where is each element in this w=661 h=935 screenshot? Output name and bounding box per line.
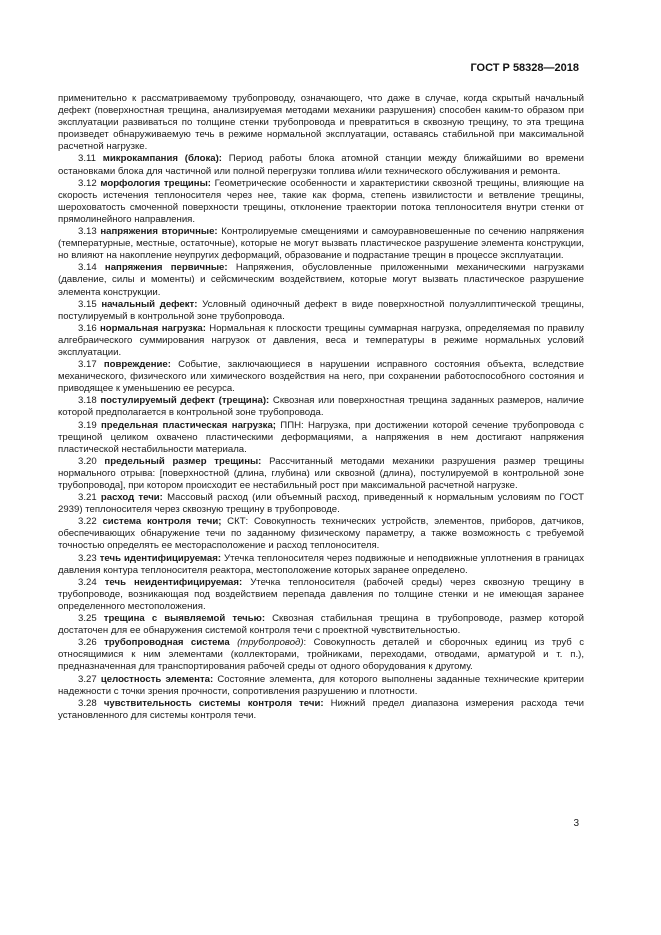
definition-number: 3.18 bbox=[78, 395, 97, 407]
definition-item bbox=[58, 226, 584, 262]
definition-term: предельный размер трещины: bbox=[104, 455, 262, 467]
definition-text: Контролируемые смещениями и самоуравновешенные по сечению напряжения (температурные, местные, остаточные), которые не могут вызвать пластическое разрушение элемента конструкции, но влияют на накопление неупругих деформаций, образование и подрастание трещин в процессе эксплуатации. bbox=[58, 226, 585, 262]
definition-text: Рассчитанный методами механики разрушения размер трещины нормального отрыва: [поверхностной (длина, глубина) или сквозной (длина), постулируемой в контрольной зоне трубопровода], при котором происходит ее нестабильный рост при максимальной расчетной нагрузке. bbox=[58, 455, 584, 491]
definition-term: повреждение: bbox=[103, 359, 171, 371]
definition-term: трещина с выявляемой течью: bbox=[103, 613, 266, 625]
definition-term: расход течи: bbox=[100, 492, 163, 504]
definition-text: Период работы блока атомной станции между ближайшими во времени остановками блока для частичной или полной перегрузки топлива и/или технического обслуживания и ремонта. bbox=[58, 153, 585, 177]
definition-number: 3.22 bbox=[78, 516, 97, 528]
definition-item bbox=[58, 674, 584, 698]
definition-number: 3.26 bbox=[78, 637, 97, 649]
definition-term: напряжения вторичные: bbox=[100, 226, 218, 238]
definition-number: 3.23 bbox=[78, 552, 97, 564]
definition-number: 3.16 bbox=[78, 322, 97, 334]
page-number: 3 bbox=[573, 818, 579, 829]
definition-term: целостность элемента: bbox=[100, 673, 214, 685]
definition-number: 3.11 bbox=[78, 153, 96, 165]
definition-text: Сквозная стабильная трещина в трубопроводе, размер которой достаточен для ее обнаружения системой контроля течи с проектной чувствительностью. bbox=[58, 613, 584, 637]
definition-text: ППН: Нагрузка, при достижении которой сечение трубопровода с трещиной целиком охвачено пластическими деформациями, а напряжения в нем достигают напряжения пластической нестабильности материала. bbox=[58, 419, 584, 455]
definition-term-abbrev: (трубопровод) bbox=[229, 637, 304, 649]
definition-term: морфология трещины: bbox=[100, 177, 211, 189]
definition-text: Геометрические особенности и характеристики сквозной трещины, влияющие на скорость истечения теплоносителя через нее, такие как форма, степень извилистости и ветвление трещины, шероховатость смоченной поверхности трещины, отклонение траектории потока теплоносителя внутри стенки от прямолинейного направления. bbox=[58, 177, 585, 225]
definition-item bbox=[58, 577, 584, 613]
definition-item bbox=[58, 637, 584, 673]
definition-item bbox=[58, 359, 584, 395]
definition-term: микрокампания (блока): bbox=[102, 153, 222, 165]
definition-number: 3.28 bbox=[78, 697, 97, 709]
definitions-list bbox=[58, 153, 584, 721]
definition-number: 3.20 bbox=[78, 455, 97, 467]
definition-item bbox=[58, 323, 584, 359]
definition-term: нормальная нагрузка: bbox=[100, 322, 206, 334]
definition-term: течь идентифицируемая: bbox=[99, 552, 222, 564]
definition-term: чувствительность системы контроля течи: bbox=[103, 697, 324, 709]
definition-number: 3.21 bbox=[78, 492, 97, 504]
definition-item bbox=[58, 153, 584, 177]
definition-item bbox=[58, 262, 584, 298]
definition-text: Сквозная или поверхностная трещина заданных размеров, наличие которой предполагается в контрольной зоне трубопровода. bbox=[58, 395, 584, 419]
definition-number: 3.12 bbox=[78, 177, 97, 189]
definition-term: начальный дефект: bbox=[101, 298, 198, 310]
definition-item bbox=[58, 698, 584, 722]
definition-number: 3.13 bbox=[78, 226, 97, 238]
definition-item bbox=[58, 395, 584, 419]
definition-item bbox=[58, 516, 584, 552]
definition-term: течь неидентифицируемая: bbox=[104, 576, 243, 588]
definition-term: постулируемый дефект (трещина): bbox=[100, 395, 270, 407]
definition-item bbox=[58, 492, 584, 516]
definition-text: Условный одиночный дефект в виде поверхностной полуэллиптической трещины, постулируемый в контрольной зоне трубопровода. bbox=[58, 298, 584, 322]
definition-item bbox=[58, 613, 584, 637]
definition-term: напряжения первичные: bbox=[104, 262, 228, 274]
definition-term: система контроля течи; bbox=[102, 516, 222, 528]
definition-number: 3.27 bbox=[78, 673, 97, 685]
definition-text: Утечка теплоносителя через подвижные и неподвижные уплотнения в границах давления контура теплоносителя реактора, местоположение которых заранее определено. bbox=[58, 552, 585, 576]
definition-number: 3.19 bbox=[78, 419, 97, 431]
definition-item bbox=[58, 553, 584, 577]
definition-number: 3.24 bbox=[78, 576, 97, 588]
definition-item bbox=[58, 456, 584, 492]
definition-number: 3.14 bbox=[78, 262, 97, 274]
definition-text: Событие, заключающиеся в нарушении исправного состояния объекта, вследствие механического, физического или химического воздействия на него, при сохранении работоспособного состояния и приводящее к уменьшению ее ресурса. bbox=[58, 359, 584, 395]
definition-text: : Совокупность деталей и сборочных единиц из труб с относящимися к ним элементами (коллекторами, тройниками, переходами, отводами, арматурой и т. п.), предназначенная для транспортирования рабочей среды от одного оборудования к другому. bbox=[58, 637, 584, 673]
definition-item bbox=[58, 420, 584, 456]
definition-term: предельная пластическая нагрузка; bbox=[101, 419, 276, 431]
definition-text: СКТ: Совокупность технических устройств, элементов, приборов, датчиков, обеспечивающих обнаружение течи по заданному физическому параметру, а также возможность с требуемой точностью определять ее месторасположение и расход теплоносителя. bbox=[58, 516, 584, 552]
standard-header: ГОСТ Р 58328—2018 bbox=[470, 62, 579, 74]
definition-number: 3.15 bbox=[78, 298, 97, 310]
document-body bbox=[58, 93, 584, 722]
definition-item bbox=[58, 178, 584, 226]
definition-text: Нормальная к плоскости трещины суммарная нагрузка, определяемая по правилу алгебраического суммирования нагрузок от давления, веса и температуры в режиме нормальных условий эксплуатации. bbox=[58, 322, 584, 358]
definition-text: Нижний предел диапазона измерения расхода течи установленного для системы контроля течи. bbox=[58, 697, 584, 721]
definition-term: трубопроводная система bbox=[104, 637, 230, 649]
intro-paragraph: применительно к рассматриваемому трубопроводу, означающего, что даже в случае, когда скрытый начальный дефект (поверхностная трещина, анализируемая методами механики разрушения) способен каким-то образом при эксплуатации развиваться по толщине стенки трубопровода и превратиться в сквозную трещину, то эта трещина произведет обнаруживаемую течь в режиме нормальной эксплуатации, оставаясь стабильной при максимальной расчетной нагрузке. bbox=[58, 93, 584, 153]
definition-text: Состояние элемента, для которого выполнены заданные технические критерии надежности с точки зрения прочности, сопротивления разрушению и плотности. bbox=[58, 673, 584, 697]
definition-number: 3.17 bbox=[78, 359, 97, 371]
definition-text: Массовый расход (или объемный расход, приведенный к нормальным условиям по ГОСТ 2939) теплоносителя через сквозную трещину в трубопроводе. bbox=[58, 492, 584, 516]
definition-text: Утечка теплоносителя (рабочей среды) через сквозную трещину в трубопроводе, возникающая под воздействием перепада давления по толщине стенки и не имеющая заранее определенного местоположения. bbox=[58, 576, 584, 612]
definition-text: Напряжения, обусловленные приложенными механическими нагрузками (давление, силы и моменты) и сейсмическим воздействием, которые могут вызвать пластическое разрушение элемента конструкции. bbox=[58, 262, 584, 298]
definition-number: 3.25 bbox=[78, 613, 97, 625]
definition-item bbox=[58, 299, 584, 323]
